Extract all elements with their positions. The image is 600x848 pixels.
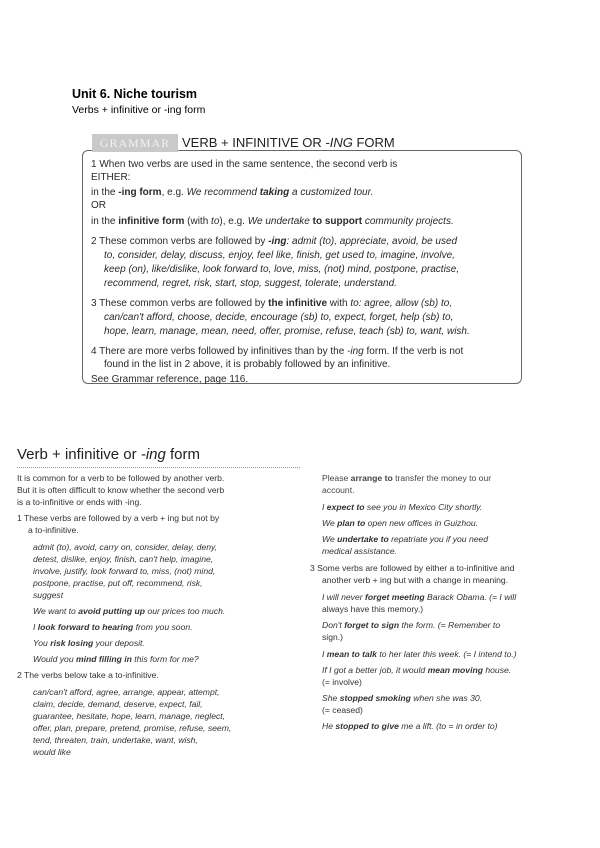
section-1-heading: a to-infinitive. bbox=[28, 525, 79, 535]
verb-list-line: offer, plan, prepare, pretend, promise, refuse, seem, bbox=[33, 723, 232, 733]
example-sentence: account. bbox=[322, 485, 355, 495]
example-sentence: medical assistance. bbox=[322, 546, 397, 556]
example-sentence: I look forward to hearing from you soon. bbox=[33, 622, 193, 632]
grammar-header bbox=[92, 134, 395, 152]
verb-list-line: admit (to), avoid, carry on, consider, delay, deny, bbox=[33, 542, 218, 552]
example-sentence: I mean to talk to her later this week. (= I intend to.) bbox=[322, 649, 517, 659]
grammar-tag: GRAMMAR bbox=[92, 134, 178, 152]
example-sentence: You risk losing your deposit. bbox=[33, 638, 145, 648]
example-sentence: We plan to open new offices in Guizhou. bbox=[322, 518, 479, 528]
intro-line: But it is often difficult to know whether the second verb bbox=[17, 485, 225, 495]
grammar-point-1-line: OR bbox=[91, 200, 106, 211]
example-sentence: I expect to see you in Mexico City shortly. bbox=[322, 502, 483, 512]
verb-list-line: detest, dislike, enjoy, finish, can't help, imagine, bbox=[33, 554, 214, 564]
grammar-reference-link: See Grammar reference, page 116. bbox=[91, 374, 249, 385]
example-sentence: (= ceased) bbox=[322, 705, 363, 715]
grammar-point-3-line: hope, learn, manage, mean, need, offer, promise, refuse, teach (sb) to, want, wish. bbox=[104, 326, 470, 337]
example-sentence: Don't forget to sign the form. (= Remember to bbox=[322, 620, 501, 630]
reference-title: Verb + infinitive or -ing form bbox=[17, 446, 201, 463]
grammar-point-3-line: 3 These common verbs are followed by the infinitive with to: agree, allow (sb) to, bbox=[91, 298, 453, 309]
example-sentence: sign.) bbox=[322, 632, 344, 642]
grammar-point-4-line: found in the list in 2 above, it is probably followed by an infinitive. bbox=[104, 359, 391, 370]
example-sentence: We want to avoid putting up our prices too much. bbox=[33, 606, 226, 616]
grammar-point-2-line: recommend, regret, risk, start, stop, suggest, tolerate, understand. bbox=[104, 278, 397, 289]
document-subtitle: Verbs + infinitive or -ing form bbox=[72, 104, 206, 116]
intro-line: It is common for a verb to be followed by another verb. bbox=[17, 473, 225, 483]
verb-list-line: tend, threaten, train, undertake, want, wish, bbox=[33, 735, 198, 745]
grammar-point-3-line: can/can't afford, choose, decide, encourage (sb) to, expect, forget, help (sb) to, bbox=[104, 312, 454, 323]
grammar-point-1-line: EITHER: bbox=[91, 172, 131, 183]
grammar-heading: VERB + INFINITIVE OR -ING FORM bbox=[182, 135, 395, 150]
document-title: Unit 6. Niche tourism bbox=[72, 87, 198, 101]
section-3-heading: another verb + ing but with a change in meaning. bbox=[322, 575, 509, 585]
verb-list-line: postpone, practise, put off, recommend, risk, bbox=[33, 578, 203, 588]
grammar-point-2-line: keep (on), like/dislike, look forward to, love, miss, (not) mind, postpone, practise, bbox=[104, 264, 460, 275]
grammar-point-1-line: in the infinitive form (with to), e.g. We undertake to support community projects. bbox=[91, 216, 454, 227]
section-1-heading: 1 These verbs are followed by a verb + ing but not by bbox=[17, 513, 220, 523]
example-sentence: If I got a better job, it would mean moving house. bbox=[322, 665, 512, 675]
grammar-point-1-line: in the -ing form, e.g. We recommend taking a customized tour. bbox=[91, 187, 374, 198]
verb-list-line: involve, justify, look forward to, miss, (not) mind, bbox=[33, 566, 216, 576]
example-sentence: We undertake to repatriate you if you need bbox=[322, 534, 489, 544]
example-sentence: He stopped to give me a lift. (to = in order to) bbox=[322, 721, 498, 731]
verb-list-line: suggest bbox=[33, 590, 64, 600]
verb-list-line: claim, decide, demand, deserve, expect, fail, bbox=[33, 699, 203, 709]
verb-list-line: guarantee, hesitate, hope, learn, manage, neglect, bbox=[33, 711, 226, 721]
grammar-point-2-line: to, consider, delay, discuss, enjoy, feel like, finish, get used to, imagine, involve, bbox=[104, 250, 455, 261]
grammar-point-1-line: 1 When two verbs are used in the same sentence, the second verb is bbox=[91, 159, 398, 170]
section-3-heading: 3 Some verbs are followed by either a to-infinitive and bbox=[310, 563, 515, 573]
verb-list-line: can/can't afford, agree, arrange, appear, attempt, bbox=[33, 687, 220, 697]
example-sentence: always have this memory.) bbox=[322, 604, 424, 614]
section-2-heading: 2 The verbs below take a to-infinitive. bbox=[17, 670, 159, 680]
title-divider bbox=[17, 467, 300, 468]
example-sentence: I will never forget meeting Barack Obama. (= I will bbox=[322, 592, 517, 602]
example-sentence: Would you mind filling in this form for me? bbox=[33, 654, 199, 664]
intro-line: is a to-infinitive or ends with -ing. bbox=[17, 497, 142, 507]
example-sentence: Please arrange to transfer the money to our bbox=[322, 473, 492, 483]
example-sentence: She stopped smoking when she was 30. bbox=[322, 693, 483, 703]
verb-list-line: would like bbox=[33, 747, 71, 757]
grammar-point-4-line: 4 There are more verbs followed by infinitives than by the -ing form. If the verb is not bbox=[91, 346, 464, 357]
grammar-point-2-line: 2 These common verbs are followed by -ing: admit (to), appreciate, avoid, be used bbox=[91, 236, 458, 247]
example-sentence: (= involve) bbox=[322, 677, 362, 687]
